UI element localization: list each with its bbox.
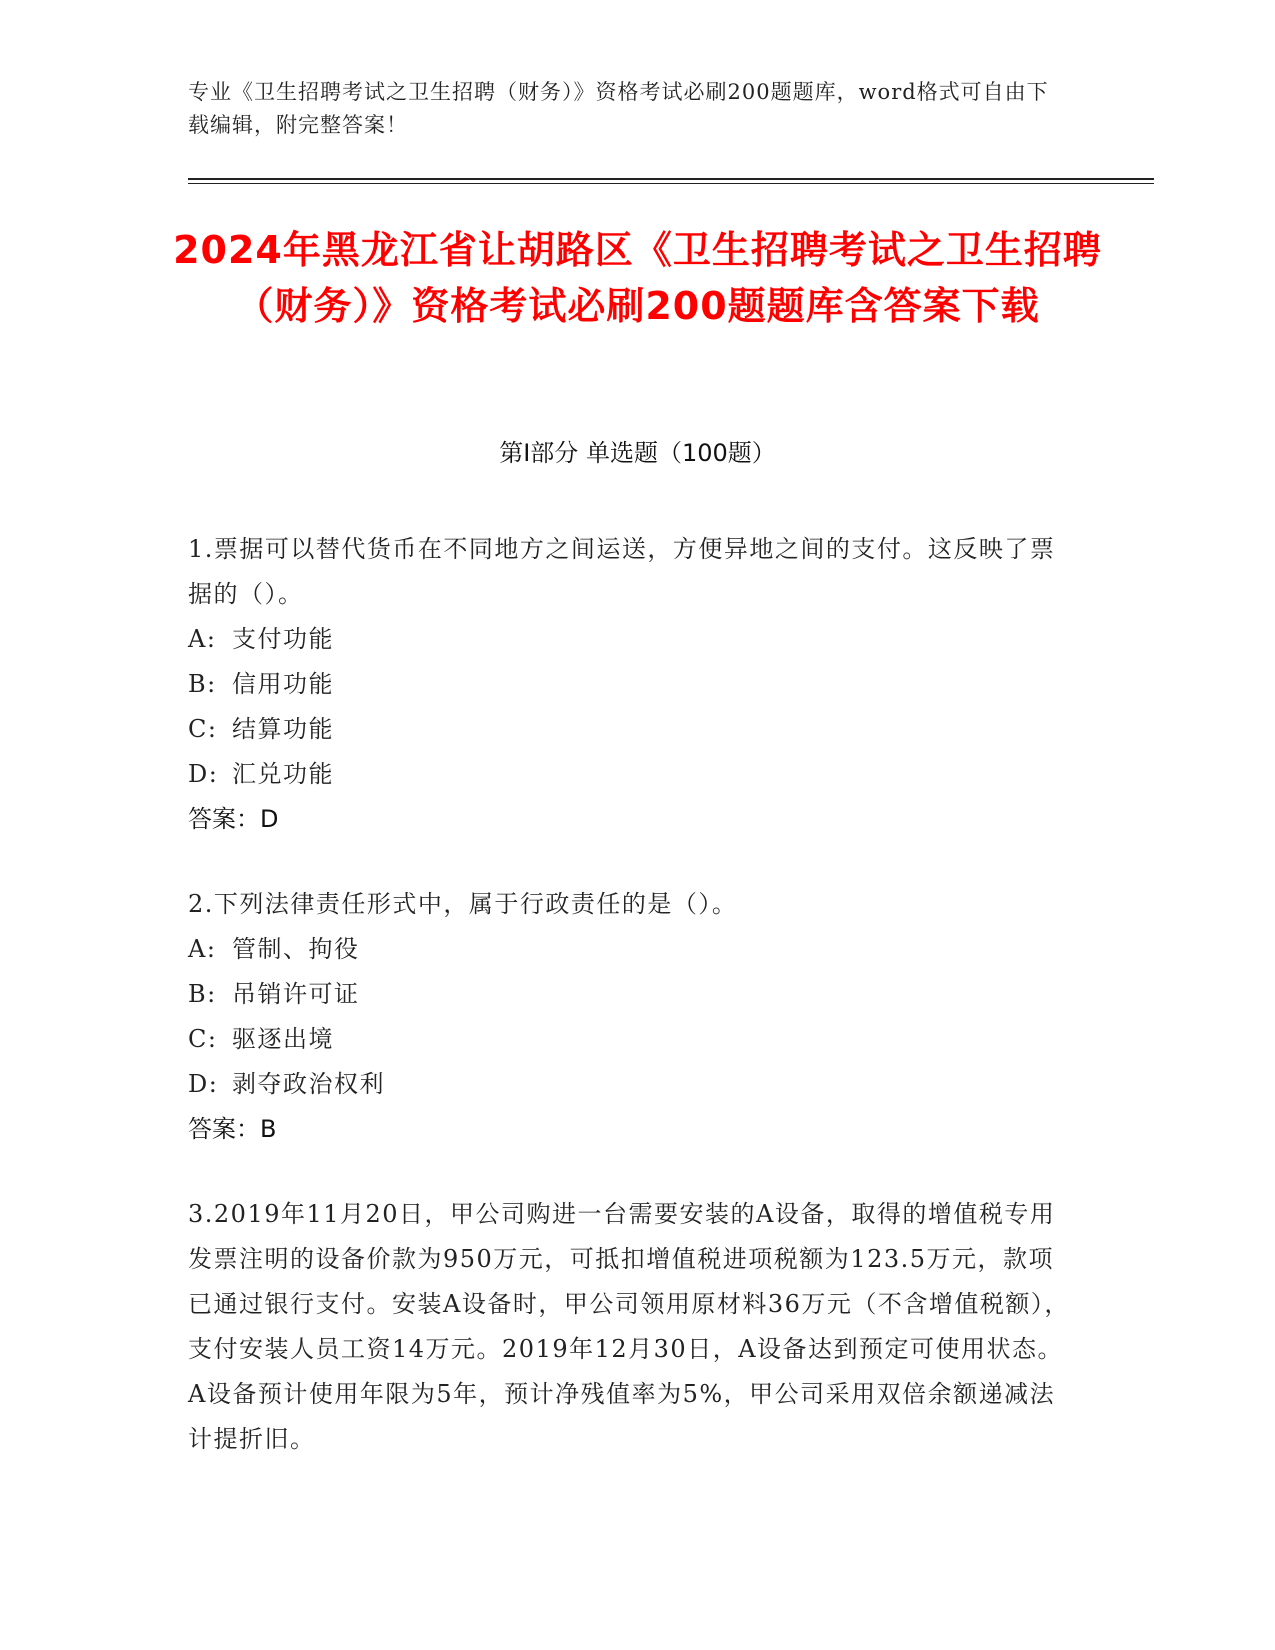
- question-list: [188, 527, 1078, 1502]
- option-b: [188, 662, 1078, 707]
- question-1: [188, 527, 1078, 842]
- option-key: C:: [188, 1025, 218, 1053]
- document-title: 2024年黑龙江省让胡路区《卫生招聘考试之卫生招聘（财务）》资格考试必刷200题题库含答案下载: [173, 228, 1102, 328]
- answer-label: 答案：D: [188, 805, 279, 833]
- option-a: [188, 927, 1078, 972]
- question-stem: 3.2019年11月20日，甲公司购进一台需要安装的A设备，取得的增值税专用发票注明的设备价款为950万元，可抵扣增值税进项税额为123.5万元，款项已通过银行支付。安装A设备时，甲公司领用原材料36万元（不含增值税额），支付安装人员工资14万元。2019年12月30日，A设备达到预定可使用状态。A设备预计使用年限为5年，预计净残值率为5%，甲公司采用双倍余额递减法计提折旧。: [188, 1200, 1070, 1453]
- option-d: [188, 1062, 1078, 1107]
- option-c: [188, 1017, 1078, 1062]
- option-text: 支付功能: [232, 625, 334, 653]
- option-text: 管制、拘役: [232, 935, 360, 963]
- option-text: 剥夺政治权利: [232, 1070, 385, 1098]
- question-2: [188, 882, 1078, 1152]
- option-b: [188, 972, 1078, 1017]
- section-title: 第Ⅰ部分 单选题（100题）: [499, 439, 776, 467]
- option-text: 吊销许可证: [232, 980, 360, 1008]
- option-text: 信用功能: [232, 670, 334, 698]
- answer-label: 答案：B: [188, 1115, 277, 1143]
- question-3: [188, 1192, 1078, 1462]
- question-stem: 2.下列法律责任形式中，属于行政责任的是（）。: [188, 890, 738, 918]
- option-text: 结算功能: [232, 715, 334, 743]
- option-text: 驱逐出境: [232, 1025, 334, 1053]
- header-divider-thick: [188, 178, 1154, 180]
- header-divider-thin: [188, 183, 1154, 184]
- option-key: A:: [188, 935, 217, 963]
- option-key: D:: [188, 760, 219, 788]
- option-d: [188, 752, 1078, 797]
- option-text: 汇兑功能: [232, 760, 334, 788]
- option-a: [188, 617, 1078, 662]
- option-key: B:: [188, 670, 217, 698]
- option-key: B:: [188, 980, 217, 1008]
- header-note: 专业《卫生招聘考试之卫生招聘（财务）》资格考试必刷200题题库，word格式可自由下载编辑，附完整答案！: [188, 80, 1049, 137]
- option-key: C:: [188, 715, 218, 743]
- option-c: [188, 707, 1078, 752]
- option-key: A:: [188, 625, 217, 653]
- option-key: D:: [188, 1070, 219, 1098]
- question-stem: 1.票据可以替代货币在不同地方之间运送，方便异地之间的支付。这反映了票据的（）。: [188, 535, 1056, 608]
